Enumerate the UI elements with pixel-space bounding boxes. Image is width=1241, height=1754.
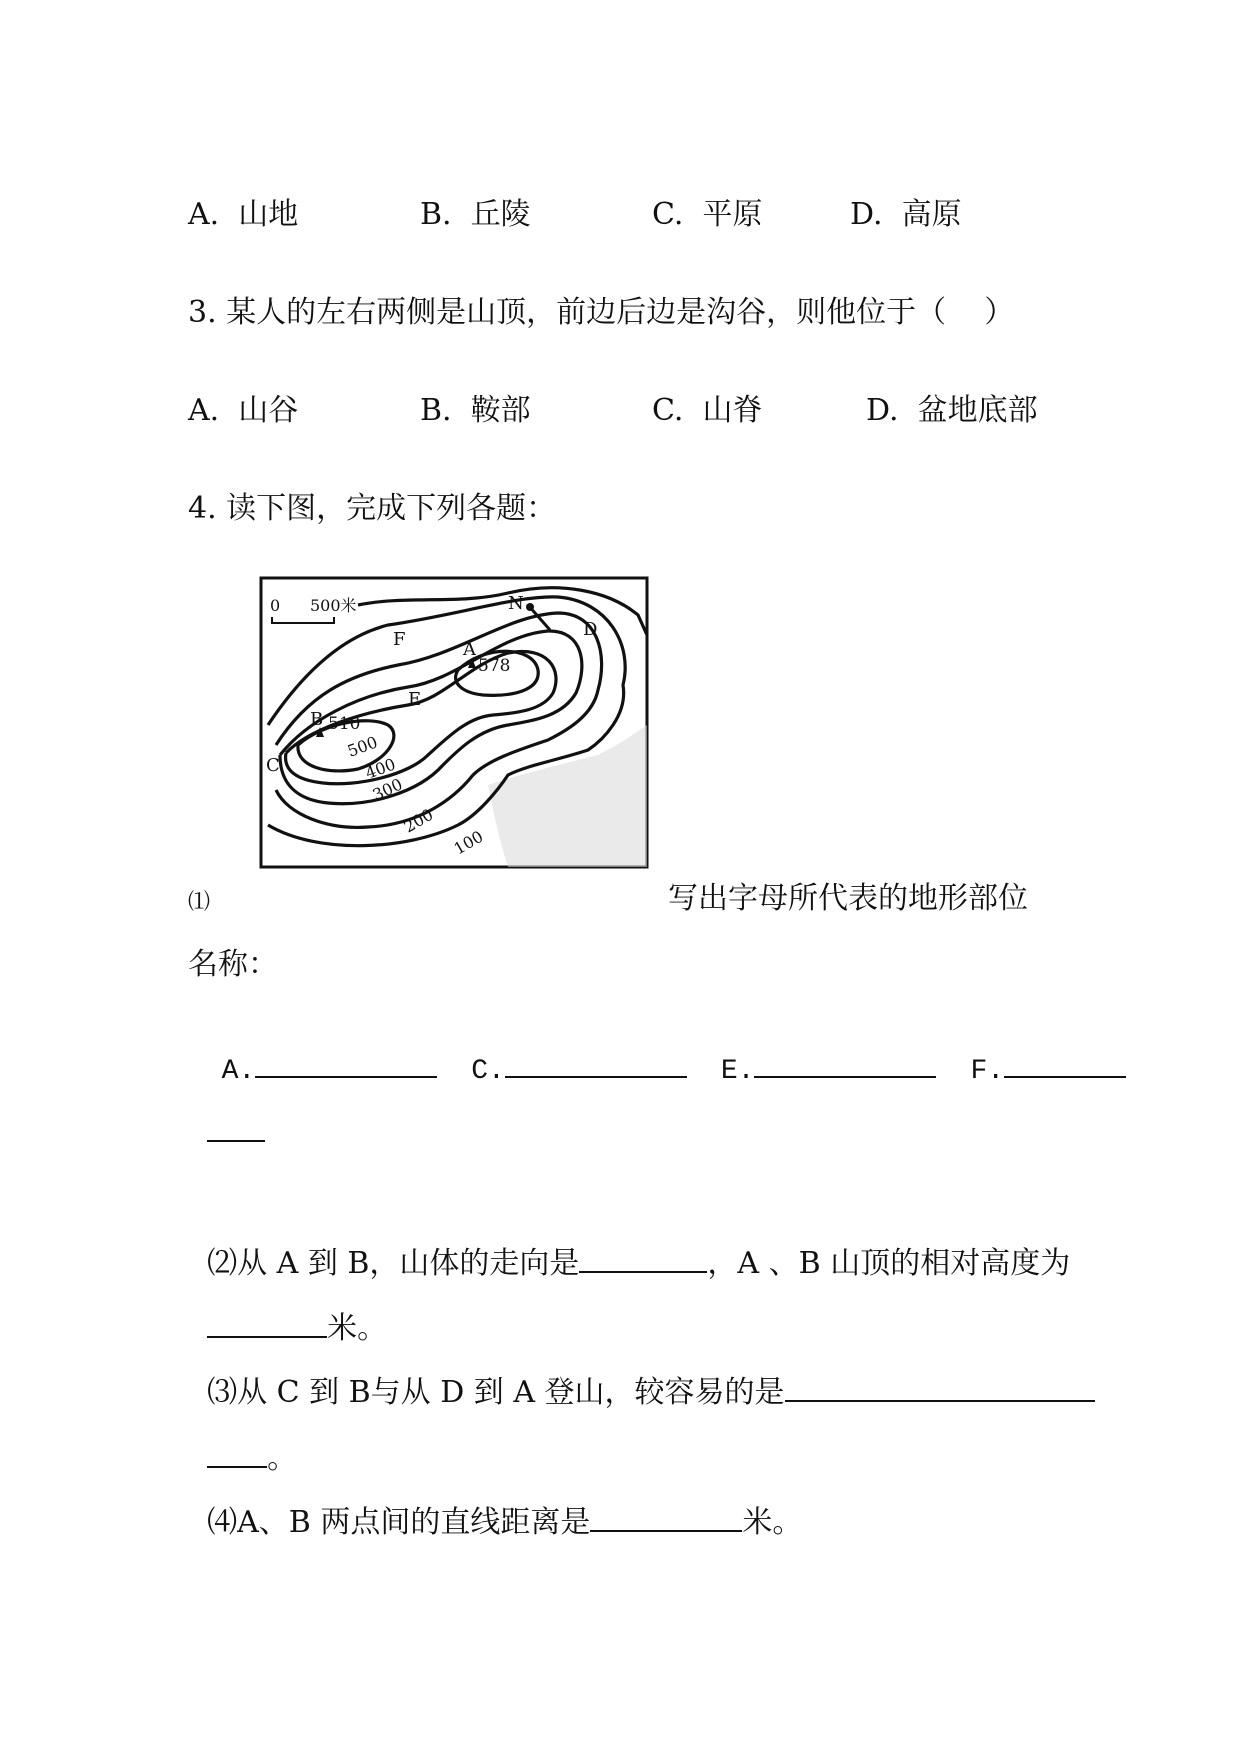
sub1-number: ⑴ — [188, 890, 211, 915]
q2-option-b: B. 丘陵 — [420, 197, 531, 232]
peak-a-height: 578 — [478, 656, 511, 676]
contour-label-200: 200 — [400, 804, 437, 837]
sub3-text-a: ⑶从 C 到 B与从 D 到 A 登山，较容易的是 — [207, 1375, 785, 1410]
contour-map — [258, 575, 650, 870]
summit-dot — [526, 603, 534, 611]
q3-option-d: D. 盆地底部 — [866, 393, 1038, 428]
sub3-blank[interactable] — [785, 1374, 1095, 1402]
answer-label-a: A. — [221, 1056, 256, 1087]
label-d: D — [583, 619, 598, 640]
peak-b-height: 510 — [328, 714, 361, 734]
q2-option-c: C. 平原 — [652, 197, 763, 232]
label-c: C — [266, 755, 280, 776]
contour-label-400: 400 — [362, 754, 399, 783]
contour-label-100: 100 — [450, 826, 487, 859]
q4-stem: 4. 读下图，完成下列各题： — [188, 491, 557, 526]
answer-label-e: E. — [720, 1056, 755, 1087]
q3-stem: 3. 某人的左右两侧是山顶，前边后边是沟谷，则他位于（ ） — [188, 295, 1015, 330]
answer-blank-c[interactable] — [505, 1050, 687, 1078]
label-a: A — [463, 639, 476, 660]
sub4-text-b: 米。 — [742, 1505, 803, 1540]
q3-option-c: C. 山脊 — [652, 393, 763, 428]
sub2-blank-direction[interactable] — [579, 1245, 707, 1273]
contour-label-300: 300 — [369, 774, 406, 805]
sub2-text-c: 米。 — [327, 1311, 388, 1346]
sub2-text-b: ，A 、B 山顶的相对高度为 — [707, 1246, 1071, 1281]
answer-label-c: C. — [471, 1056, 505, 1087]
label-e: E — [408, 689, 422, 710]
answer-blank-e[interactable] — [754, 1050, 936, 1078]
scale-zero: 0 — [270, 596, 281, 615]
sub1-text: 写出字母所代表的地形部位 — [668, 881, 1028, 916]
q3-option-b: B. 鞍部 — [420, 393, 531, 428]
answer-row-1 — [188, 1012, 1126, 1091]
contour-label-500: 500 — [344, 732, 381, 761]
label-b: B — [310, 709, 324, 730]
scale-label: 500米 — [310, 596, 357, 615]
sub4-text-a: ⑷A、B 两点间的直线距离是 — [207, 1505, 591, 1540]
sub4-blank[interactable] — [590, 1504, 742, 1532]
label-f: F — [393, 629, 406, 650]
north-label: N — [508, 593, 524, 614]
q2-option-d: D. 高原 — [850, 197, 962, 232]
sub4-line — [188, 1466, 802, 1542]
sub3-text-b: 。 — [267, 1441, 298, 1476]
answer-blank-f-cont[interactable] — [207, 1114, 265, 1142]
q2-option-a: A. 山地 — [188, 197, 299, 232]
sub2-text-a: ⑵从 A 到 B，山体的走向是 — [207, 1246, 580, 1281]
answer-blank-f[interactable] — [1004, 1050, 1126, 1078]
sub3-blank-cont[interactable] — [207, 1440, 267, 1468]
answer-label-f: F. — [970, 1056, 1005, 1087]
answer-row-1-cont — [188, 1076, 265, 1152]
answer-blank-a[interactable] — [255, 1050, 437, 1078]
sub1-text-cont: 名称： — [188, 947, 278, 982]
sub3-line1 — [188, 1336, 1095, 1412]
q3-option-a: A. 山谷 — [188, 393, 299, 428]
sub2-blank-height[interactable] — [207, 1310, 327, 1338]
